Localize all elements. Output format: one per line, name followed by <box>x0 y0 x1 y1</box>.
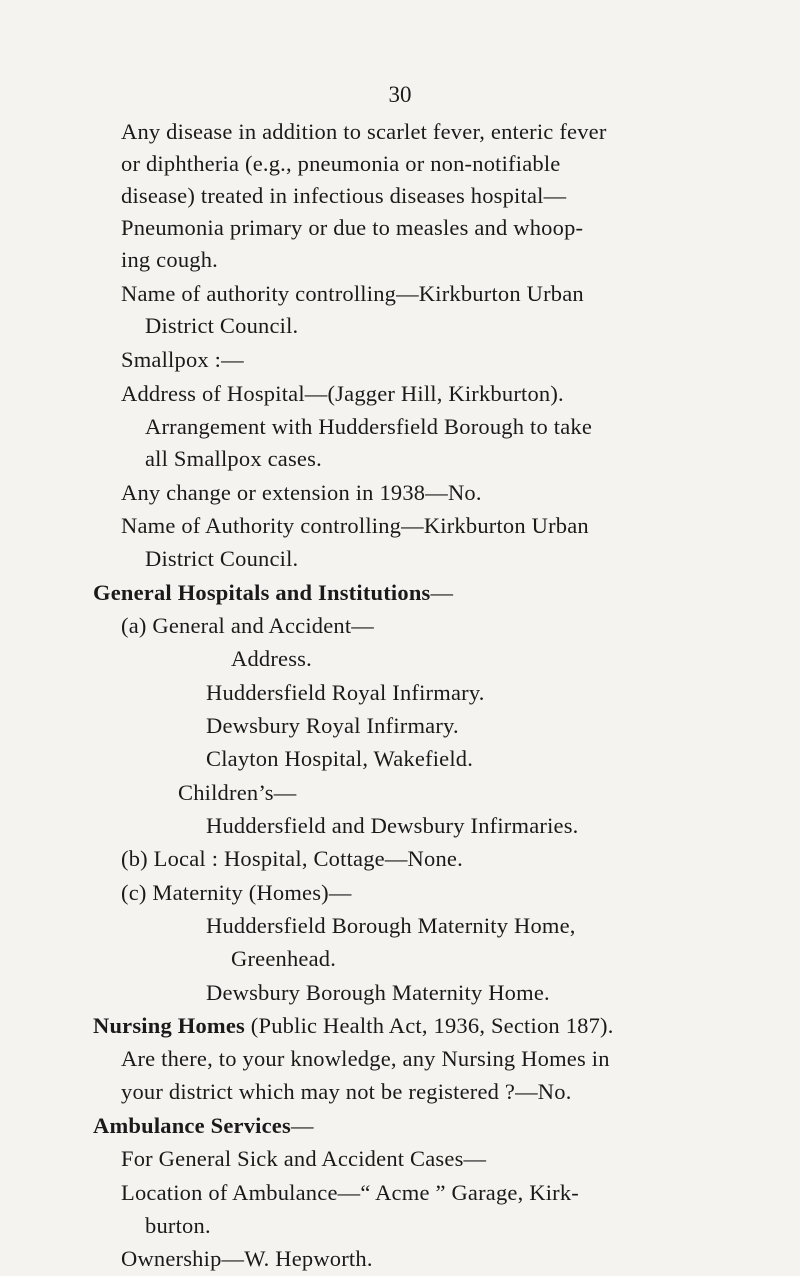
section-heading <box>93 578 453 608</box>
line-text: Arrangement with Huddersfield Borough to take <box>145 414 593 439</box>
text-line <box>206 978 550 1008</box>
text-line <box>121 245 218 275</box>
line-text: Huddersfield Royal Infirmary. <box>206 680 485 705</box>
text-line <box>145 311 298 341</box>
line-text: (c) Maternity (Homes)— <box>121 880 352 905</box>
text-line <box>121 844 463 874</box>
section-heading <box>93 1011 614 1041</box>
text-line <box>121 345 244 375</box>
heading-suffix: — <box>290 1113 314 1138</box>
text-line <box>231 644 312 674</box>
text-line <box>121 117 607 147</box>
text-line <box>145 544 298 574</box>
text-line <box>121 878 352 908</box>
line-text: Dewsbury Borough Maternity Home. <box>206 980 550 1005</box>
text-line <box>121 478 482 508</box>
line-text: Clayton Hospital, Wakefield. <box>206 746 474 771</box>
line-text: Pneumonia primary or due to measles and whoop- <box>121 215 584 240</box>
line-text: your district which may not be registered ?—No. <box>121 1079 572 1104</box>
line-text: (a) General and Accident— <box>121 613 375 638</box>
text-line <box>145 444 322 474</box>
section-heading <box>93 1111 314 1141</box>
heading-bold: Nursing Homes <box>93 1013 245 1038</box>
page-number: 30 <box>388 82 412 107</box>
text-line <box>121 279 584 309</box>
text-line <box>121 611 374 641</box>
line-text: Ownership—W. Hepworth. <box>121 1246 373 1271</box>
line-text: disease) treated in infectious diseases hospital— <box>121 183 567 208</box>
text-line <box>206 811 579 841</box>
text-line <box>121 181 566 211</box>
text-line <box>121 1044 610 1074</box>
text-line <box>121 1178 579 1208</box>
line-text: Huddersfield Borough Maternity Home, <box>206 913 576 938</box>
heading-bold: Ambulance Services <box>93 1113 291 1138</box>
text-line <box>231 944 336 974</box>
line-text: Dewsbury Royal Infirmary. <box>206 713 459 738</box>
line-text: District Council. <box>145 546 299 571</box>
text-line <box>121 1144 486 1174</box>
line-text: Any disease in addition to scarlet fever, enteric fever <box>121 119 607 144</box>
line-text: District Council. <box>145 313 299 338</box>
heading-bold: General Hospitals and Institutions <box>93 580 431 605</box>
text-line <box>121 1244 373 1274</box>
text-line <box>206 678 485 708</box>
line-text: or diphtheria (e.g., pneumonia or non-notifiable <box>121 151 561 176</box>
text-line <box>145 1211 211 1241</box>
line-text: (b) Local : Hospital, Cottage—None. <box>121 846 463 871</box>
text-line <box>121 213 583 243</box>
line-text: Huddersfield and Dewsbury Infirmaries. <box>206 813 579 838</box>
line-text: Name of authority controlling—Kirkburton Urban <box>121 281 584 306</box>
line-text: Greenhead. <box>231 946 337 971</box>
line-text: Address of Hospital—(Jagger Hill, Kirkburton). <box>121 381 564 406</box>
text-line <box>145 412 592 442</box>
line-text: Name of Authority controlling—Kirkburton Urban <box>121 513 589 538</box>
text-line <box>121 511 589 541</box>
text-line <box>121 1077 572 1107</box>
text-line <box>121 149 560 179</box>
text-line <box>206 744 473 774</box>
heading-suffix: — <box>430 580 454 605</box>
line-text: Address. <box>231 646 312 671</box>
line-text: For General Sick and Accident Cases— <box>121 1146 487 1171</box>
text-line <box>121 379 564 409</box>
text-line <box>206 911 576 941</box>
text-line <box>178 778 296 808</box>
line-text: Any change or extension in 1938—No. <box>121 480 482 505</box>
line-text: ing cough. <box>121 247 218 272</box>
line-text: Smallpox :— <box>121 347 244 372</box>
line-text: Location of Ambulance—“ Acme ” Garage, Kirk- <box>121 1180 579 1205</box>
heading-suffix: (Public Health Act, 1936, Section 187). <box>244 1013 614 1038</box>
line-text: burton. <box>145 1213 211 1238</box>
line-text: Children’s— <box>178 780 297 805</box>
text-line <box>206 711 459 741</box>
line-text: all Smallpox cases. <box>145 446 322 471</box>
line-text: Are there, to your knowledge, any Nursing Homes in <box>121 1046 610 1071</box>
